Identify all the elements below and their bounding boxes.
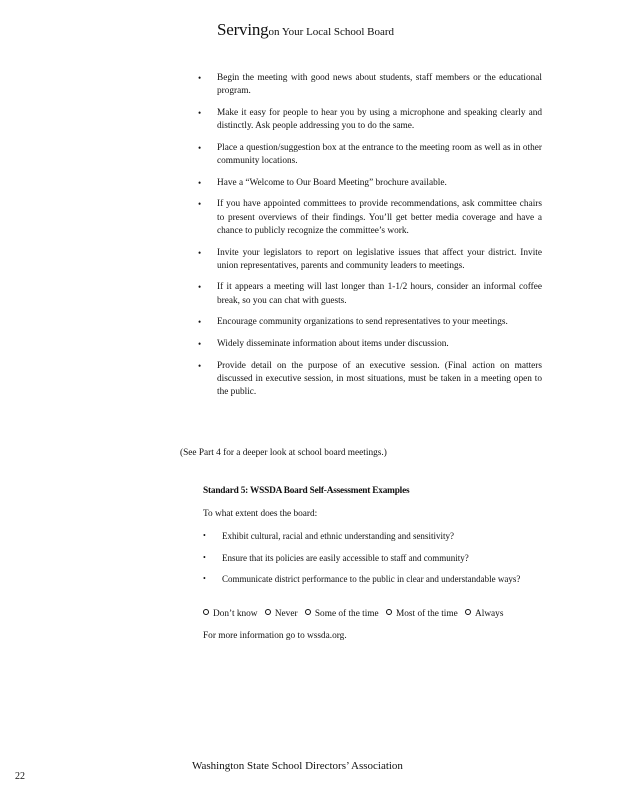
list-item-text: If it appears a meeting will last longer than 1-1/2 hours, consider an informal coffee break, so you can chat with guests. bbox=[217, 282, 542, 306]
rating-option-label: Don’t know bbox=[213, 609, 258, 619]
list-item-text: Have a “Welcome to Our Board Meeting” brochure available. bbox=[217, 177, 447, 188]
list-item bbox=[203, 530, 523, 543]
list-item bbox=[198, 177, 542, 190]
list-item-text: Begin the meeting with good news about students, staff members or the educational program. bbox=[217, 73, 542, 97]
list-item-text: Place a question/suggestion box at the entrance to the meeting room as well as in other community locations. bbox=[217, 142, 542, 167]
rating-option-label: Never bbox=[274, 609, 298, 619]
rating-option bbox=[203, 609, 258, 619]
list-item-text: Ensure that its policies are easily accessible to staff and community? bbox=[222, 552, 469, 563]
rating-option bbox=[265, 609, 298, 619]
bullet-icon: • bbox=[198, 177, 202, 188]
bullet-icon: • bbox=[198, 247, 202, 258]
list-item bbox=[203, 552, 523, 565]
more-info-text: For more information go to wssda.org. bbox=[203, 631, 347, 641]
list-item-text: Make it easy for people to hear you by using a microphone and speaking clearly and distinctly. Ask people addressing you to do the same. bbox=[217, 107, 542, 132]
rating-option-label: Always bbox=[475, 609, 504, 619]
bullet-icon: • bbox=[203, 552, 206, 562]
list-item-text: Widely disseminate information about items under discussion. bbox=[217, 339, 449, 350]
list-item bbox=[198, 198, 542, 238]
list-item-text: Encourage community organizations to send representatives to your meetings. bbox=[217, 317, 508, 328]
list-item bbox=[198, 360, 542, 400]
list-item bbox=[198, 281, 542, 307]
rating-option bbox=[465, 609, 503, 619]
bullet-icon: • bbox=[198, 107, 202, 118]
header-title-big: Serving bbox=[217, 20, 269, 39]
list-item bbox=[198, 316, 542, 329]
page-header bbox=[217, 20, 394, 40]
radio-circle-icon bbox=[265, 609, 271, 615]
bullet-icon: • bbox=[198, 339, 202, 350]
bullet-icon: • bbox=[198, 142, 202, 153]
rating-option-label: Most of the time bbox=[396, 609, 458, 619]
list-item-text: Invite your legislators to report on legislative issues that affect your district. Invite union representatives, parents and community leaders to meetings. bbox=[217, 247, 542, 271]
bullet-icon: • bbox=[198, 282, 202, 293]
header-title-rest: on Your Local School Board bbox=[268, 26, 395, 38]
bullet-icon: • bbox=[198, 199, 202, 210]
list-item-text: Exhibit cultural, racial and ethnic understanding and sensitivity? bbox=[222, 531, 454, 541]
standard-intro: To what extent does the board: bbox=[203, 509, 318, 519]
page-number: 22 bbox=[15, 771, 25, 782]
radio-circle-icon bbox=[203, 609, 209, 615]
rating-option-label: Some of the time bbox=[314, 609, 379, 619]
list-item bbox=[198, 72, 542, 98]
radio-circle-icon bbox=[386, 609, 392, 615]
self-assessment-list bbox=[203, 530, 523, 595]
bullet-icon: • bbox=[198, 317, 202, 328]
radio-circle-icon bbox=[465, 609, 471, 615]
rating-option bbox=[305, 609, 379, 619]
list-item-text: Provide detail on the purpose of an executive session. (Final action on matters discussed in executive session, in most situations, must be taken in a meeting open to the public. bbox=[217, 360, 542, 398]
bullet-icon: • bbox=[203, 574, 206, 584]
bullet-icon: • bbox=[198, 360, 202, 371]
list-item bbox=[198, 338, 542, 351]
bullet-icon: • bbox=[203, 531, 206, 540]
rating-scale bbox=[203, 609, 508, 619]
meeting-tips-list bbox=[198, 72, 542, 408]
footer-organization: Washington State School Directors’ Association bbox=[192, 760, 403, 772]
radio-circle-icon bbox=[305, 609, 311, 615]
bullet-icon: • bbox=[198, 73, 202, 83]
list-item bbox=[198, 142, 542, 168]
list-item bbox=[198, 247, 542, 273]
list-item bbox=[203, 573, 523, 586]
see-part-note: (See Part 4 for a deeper look at school board meetings.) bbox=[180, 448, 387, 458]
list-item bbox=[198, 107, 542, 133]
rating-option bbox=[386, 609, 458, 619]
list-item-text: Communicate district performance to the public in clear and understandable ways? bbox=[222, 574, 521, 585]
list-item-text: If you have appointed committees to provide recommendations, ask committee chairs to present overviews of their findings. You’ll get better media coverage and have a chance to publicly recognize the committee’s work. bbox=[217, 199, 542, 236]
standard-title: Standard 5: WSSDA Board Self-Assessment Examples bbox=[203, 486, 410, 496]
